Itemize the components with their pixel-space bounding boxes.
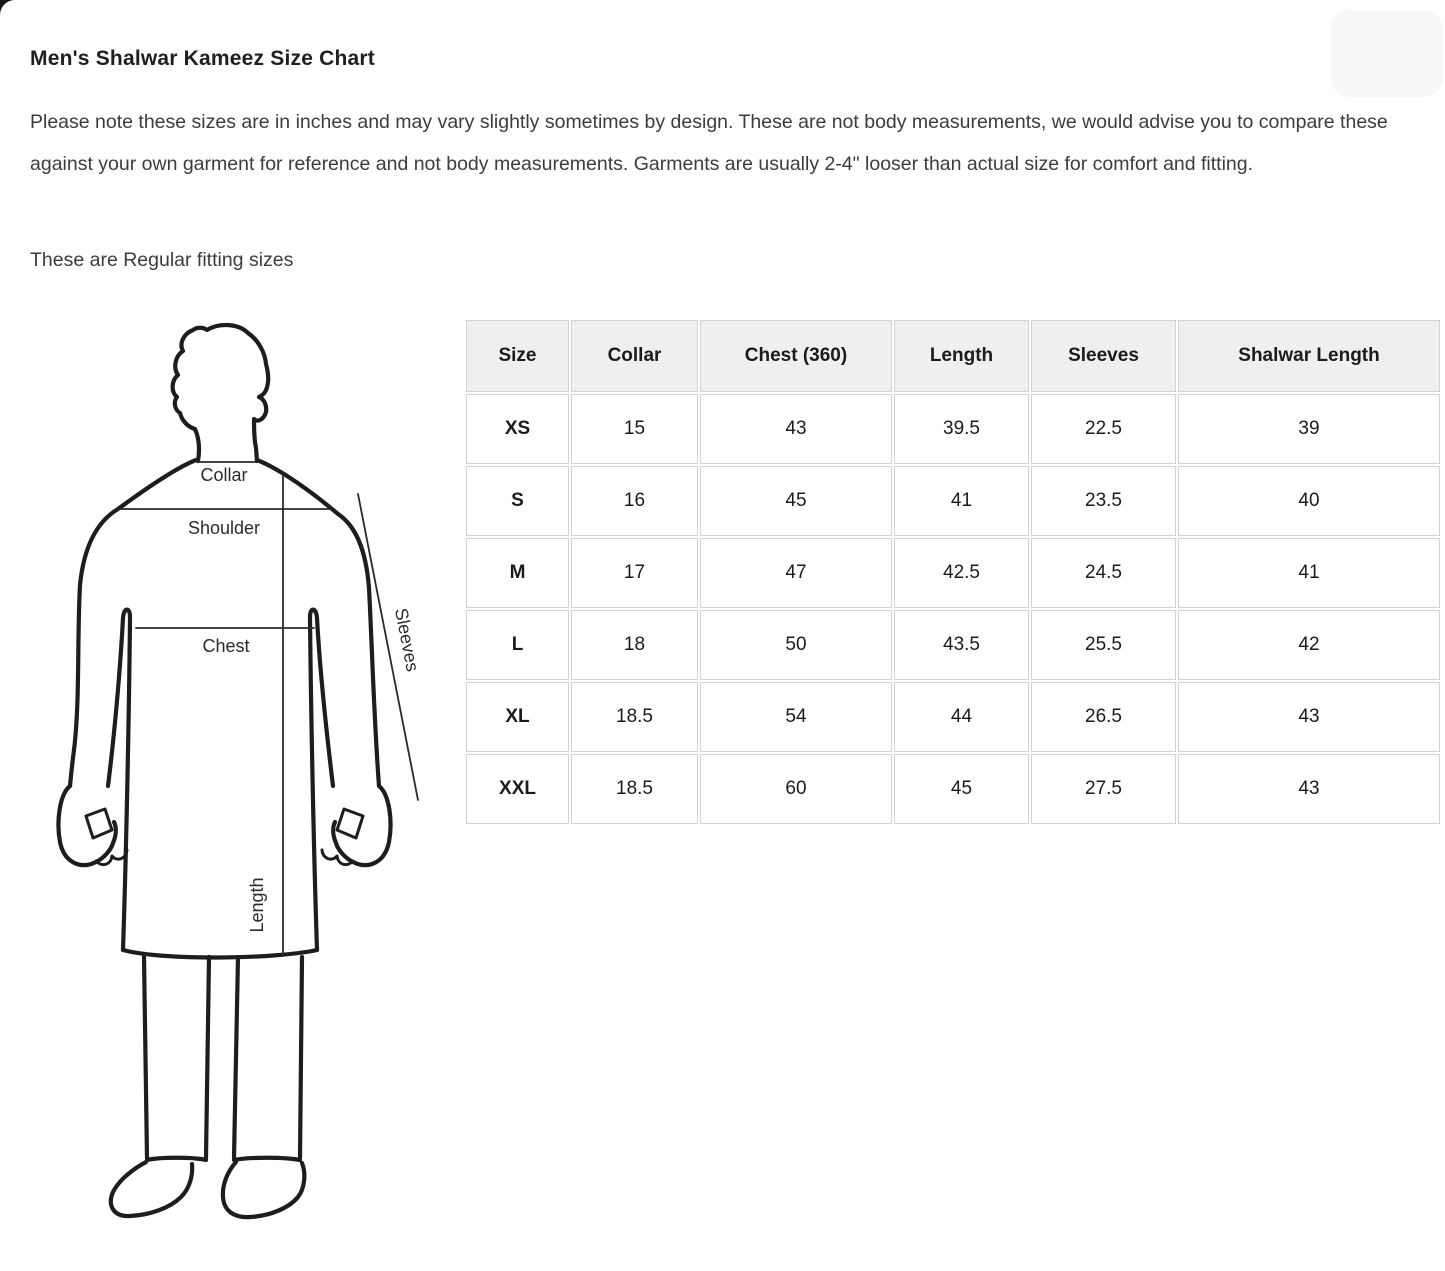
table-cell: 41 xyxy=(1178,538,1440,608)
table-cell: 43 xyxy=(1178,682,1440,752)
table-cell: 27.5 xyxy=(1031,754,1176,824)
table-cell: 26.5 xyxy=(1031,682,1176,752)
table-cell: 43.5 xyxy=(894,610,1029,680)
figure-right-thumb xyxy=(337,809,363,838)
table-cell: 18.5 xyxy=(571,754,698,824)
table-cell: M xyxy=(466,538,569,608)
table-row-xl xyxy=(466,682,1440,752)
table-cell: 47 xyxy=(700,538,892,608)
table-cell: 44 xyxy=(894,682,1029,752)
table-cell: 39 xyxy=(1178,394,1440,464)
table-cell: 15 xyxy=(571,394,698,464)
table-cell: XXL xyxy=(466,754,569,824)
table-cell: XL xyxy=(466,682,569,752)
figure-head-outline xyxy=(173,325,269,461)
length-label: Length xyxy=(247,877,267,933)
figure-left-leg xyxy=(144,957,209,1160)
column-header-length: Length xyxy=(894,320,1029,392)
table-cell: 25.5 xyxy=(1031,610,1176,680)
table-cell: 41 xyxy=(894,466,1029,536)
page-title: Men's Shalwar Kameez Size Chart xyxy=(30,47,375,70)
column-header-chest: Chest (360) xyxy=(700,320,892,392)
table-cell: 43 xyxy=(1178,754,1440,824)
table-cell: S xyxy=(466,466,569,536)
table-cell: 17 xyxy=(571,538,698,608)
top-right-highlight xyxy=(1330,10,1443,97)
collar-label: Collar xyxy=(200,465,248,485)
figure-right-leg xyxy=(234,957,302,1160)
size-chart-table xyxy=(464,318,1442,826)
table-cell: 54 xyxy=(700,682,892,752)
sleeves-label: Sleeves xyxy=(390,606,423,674)
table-cell: XS xyxy=(466,394,569,464)
table-cell: L xyxy=(466,610,569,680)
shoulder-label: Shoulder xyxy=(187,518,261,538)
table-row-l xyxy=(466,610,1440,680)
table-cell: 23.5 xyxy=(1031,466,1176,536)
figure-left-thumb xyxy=(86,809,112,838)
figure-right-hand xyxy=(333,786,390,865)
figure-hem xyxy=(123,950,317,958)
table-cell: 45 xyxy=(894,754,1029,824)
table-cell: 22.5 xyxy=(1031,394,1176,464)
chest-label: Chest xyxy=(202,636,250,656)
table-cell: 24.5 xyxy=(1031,538,1176,608)
table-cell: 42.5 xyxy=(894,538,1029,608)
window-corner-artifact xyxy=(0,0,16,16)
table-cell: 39.5 xyxy=(894,394,1029,464)
column-header-shalwar-length: Shalwar Length xyxy=(1178,320,1440,392)
column-header-size: Size xyxy=(466,320,569,392)
figure-left-seam xyxy=(108,610,130,950)
fitting-note: These are Regular fitting sizes xyxy=(30,249,294,271)
table-cell: 45 xyxy=(700,466,892,536)
figure-left-foot xyxy=(111,1162,192,1216)
table-cell: 18.5 xyxy=(571,682,698,752)
table-cell: 16 xyxy=(571,466,698,536)
column-header-collar: Collar xyxy=(571,320,698,392)
table-row-m xyxy=(466,538,1440,608)
table-cell: 40 xyxy=(1178,466,1440,536)
column-header-sleeves: Sleeves xyxy=(1031,320,1176,392)
size-diagram xyxy=(40,315,480,1260)
figure-right-seam xyxy=(310,610,333,950)
figure-left-hand xyxy=(58,786,115,865)
table-cell: 43 xyxy=(700,394,892,464)
table-row-xxl xyxy=(466,754,1440,824)
table-cell: 18 xyxy=(571,610,698,680)
table-row-s xyxy=(466,466,1440,536)
table-header-row xyxy=(466,320,1440,392)
size-note-paragraph: Please note these sizes are in inches and may vary slightly sometimes by design. These are not body measurements, we would advise you to compare these against your own garment for reference and not body measurements. Garments are usually 2-4" looser than actual size for comfort and fitting. xyxy=(30,111,1388,175)
table-cell: 42 xyxy=(1178,610,1440,680)
figure-right-foot xyxy=(223,1162,304,1217)
table-row-xs xyxy=(466,394,1440,464)
table-cell: 60 xyxy=(700,754,892,824)
table-cell: 50 xyxy=(700,610,892,680)
